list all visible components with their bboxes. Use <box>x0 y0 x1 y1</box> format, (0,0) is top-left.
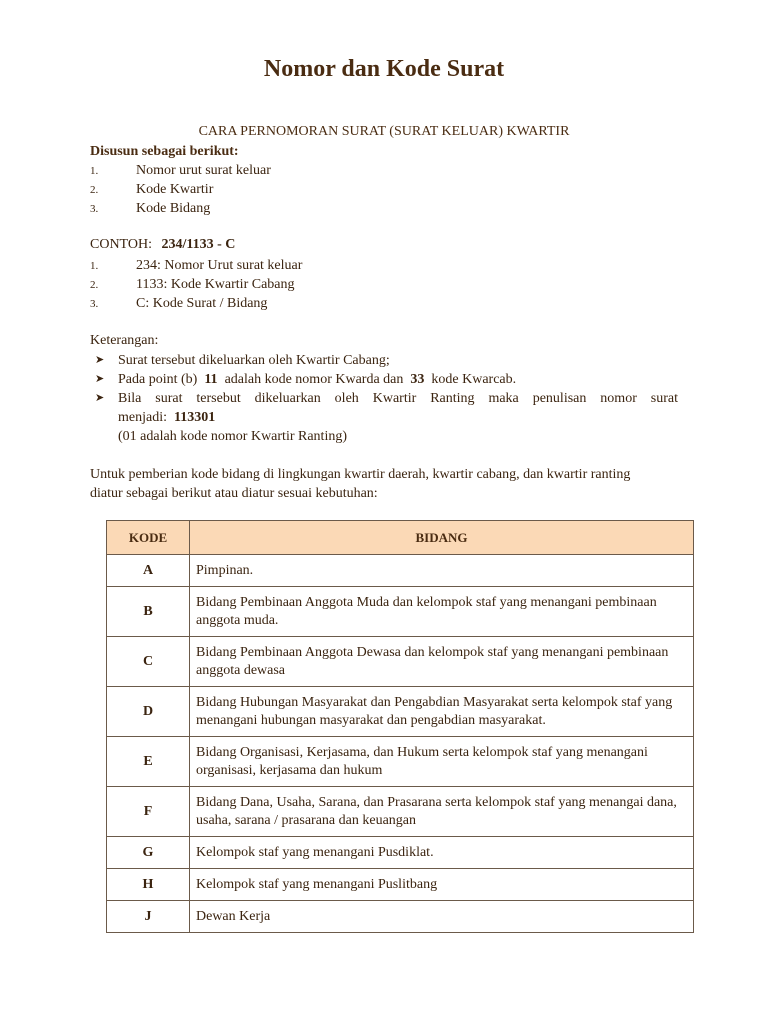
example-line <box>90 237 235 253</box>
intro-text: Disusun sebagai berikut: <box>90 144 239 159</box>
table-row <box>107 837 694 869</box>
note-text: Pada point (b) <box>118 372 198 387</box>
list-text: Nomor urut surat keluar <box>136 163 271 178</box>
kode-cell: B <box>107 587 190 637</box>
table-intro-paragraph: Untuk pemberian kode bidang di lingkungan kwartir daerah, kwartir cabang, dan kwartir ranting diatur sebagai berikut atau diatur sesuai kebutuhan: <box>90 467 631 501</box>
list-text: Kode Bidang <box>136 201 211 216</box>
example-label: CONTOH: <box>90 237 152 252</box>
table-row <box>107 869 694 901</box>
kwarda-code: 11 <box>204 372 218 387</box>
kode-cell: D <box>107 687 190 737</box>
table-row <box>107 637 694 687</box>
table-header-row <box>107 521 694 555</box>
note-text: Bila surat tersebut dikeluarkan oleh Kwartir Ranting maka penulisan nomor surat <box>118 391 678 406</box>
section-subtitle: CARA PERNOMORAN SURAT (SURAT KELUAR) KWARTIR <box>198 124 570 139</box>
note-text: adalah kode nomor Kwarda dan <box>224 372 404 387</box>
kode-cell: C <box>107 637 190 687</box>
bidang-cell: Bidang Hubungan Masyarakat dan Pengabdian Masyarakat serta kelompok staf yang menangani hubungan masyarakat dan pengabdian masyarakat. <box>190 687 694 737</box>
note-item <box>90 389 678 427</box>
bidang-cell: Pimpinan. <box>190 555 694 587</box>
ranting-note: (01 adalah kode nomor Kwartir Ranting) <box>118 429 347 444</box>
table-row <box>107 737 694 787</box>
list-number: 1. <box>90 260 99 272</box>
list-number: 3. <box>90 203 99 215</box>
bidang-cell: Kelompok staf yang menangani Pusdiklat. <box>190 837 694 869</box>
bidang-cell: Bidang Dana, Usaha, Sarana, dan Prasarana serta kelompok staf yang menangai dana, usaha, sarana / prasarana dan keuangan <box>190 787 694 837</box>
notes-list <box>90 351 678 446</box>
list-number: 2. <box>90 279 99 291</box>
arrow-bullet-icon: ➤ <box>95 373 105 385</box>
table-row <box>107 587 694 637</box>
note-continuation <box>118 408 678 427</box>
list-text: 1133: Kode Kwartir Cabang <box>136 277 295 292</box>
list-text: C: Kode Surat / Bidang <box>136 296 268 311</box>
table-row <box>107 901 694 933</box>
note-text: kode Kwarcab. <box>431 372 517 387</box>
list-number: 1. <box>90 165 99 177</box>
header-bidang: BIDANG <box>190 521 694 555</box>
note-text: menjadi: <box>118 410 167 425</box>
table-row <box>107 555 694 587</box>
kode-cell: H <box>107 869 190 901</box>
bidang-cell: Bidang Pembinaan Anggota Dewasa dan kelompok staf yang menangani pembinaan anggota dewasa <box>190 637 694 687</box>
note-text: Surat tersebut dikeluarkan oleh Kwartir Cabang; <box>118 353 390 368</box>
list-number: 2. <box>90 184 99 196</box>
example-value: 234/1133 - C <box>161 237 236 252</box>
notes-label: Keterangan: <box>90 333 159 348</box>
page-title: Nomor dan Kode Surat <box>263 56 505 82</box>
bidang-cell: Bidang Organisasi, Kerjasama, dan Hukum serta kelompok staf yang menangani organisasi, kerjasama dan hukum <box>190 737 694 787</box>
kode-cell: E <box>107 737 190 787</box>
list-text: Kode Kwartir <box>136 182 214 197</box>
kode-cell: F <box>107 787 190 837</box>
table-row <box>107 687 694 737</box>
header-kode: KODE <box>107 521 190 555</box>
list-text: 234: Nomor Urut surat keluar <box>136 258 303 273</box>
kwarcab-code: 33 <box>410 372 425 387</box>
table-row <box>107 787 694 837</box>
kode-cell: G <box>107 837 190 869</box>
bidang-table <box>106 520 694 933</box>
kode-cell: J <box>107 901 190 933</box>
note-item <box>90 351 678 370</box>
list-number: 3. <box>90 298 99 310</box>
arrow-bullet-icon: ➤ <box>95 354 105 366</box>
ranting-number: 113301 <box>174 410 216 425</box>
bidang-cell: Bidang Pembinaan Anggota Muda dan kelompok staf yang menangani pembinaan anggota muda. <box>190 587 694 637</box>
bidang-cell: Dewan Kerja <box>190 901 694 933</box>
arrow-bullet-icon: ➤ <box>95 392 105 404</box>
note-item <box>90 370 678 389</box>
bidang-cell: Kelompok staf yang menangani Puslitbang <box>190 869 694 901</box>
kode-cell: A <box>107 555 190 587</box>
